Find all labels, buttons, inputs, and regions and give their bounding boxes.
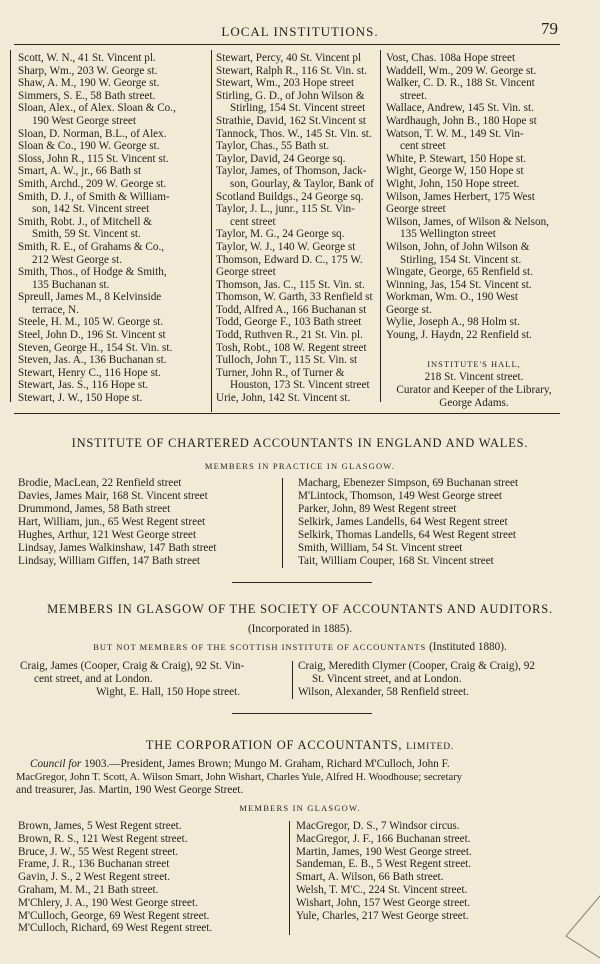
society-left-line-3: Wight, E. Hall, 150 Hope street.: [96, 686, 241, 698]
list-item: Yule, Charles, 217 West George street.: [296, 909, 469, 922]
list-item: M'Culloch, George, 69 West Regent street.: [18, 909, 210, 922]
list-item: Parker, John, 89 West Regent street: [298, 503, 457, 515]
list-item: 212 West George st.: [32, 253, 123, 266]
list-item: Strathie, David, 162 St.Vincent st: [216, 114, 367, 127]
list-item: Smith, William, 54 St. Vincent street: [298, 542, 463, 554]
list-item: Sloan, D. Norman, B.L., of Alex.: [18, 127, 167, 140]
list-item: Taylor, David, 24 George sq.: [216, 152, 346, 165]
list-item: Drummond, James, 58 Bath street: [18, 503, 171, 515]
column-divider-2: [380, 50, 381, 402]
list-item: Wingate, George, 65 Renfield st.: [386, 266, 533, 279]
list-item: Wardhaugh, John B., 180 Hope st: [386, 114, 537, 127]
list-item: Lindsay, James Walkinshaw, 147 Bath street: [18, 542, 217, 554]
list-item: Wylie, Joseph A., 98 Holm st.: [386, 316, 520, 329]
chartered-subtitle: MEMBERS IN PRACTICE IN GLASGOW.: [204, 461, 396, 471]
list-item: Steel, John D., 196 St. Vincent st: [18, 329, 166, 342]
list-item: Wight, John, 150 Hope street.: [386, 177, 520, 190]
list-item: Tulloch, John T., 115 St. Vin. st: [216, 354, 358, 367]
council-text-1: 1903.—President, James Brown; Mungo M. Graham, Richard M'Culloch, John F.: [84, 758, 450, 770]
list-item: Todd, Ruthven R., 21 St. Vin. pl.: [216, 329, 363, 342]
list-item: Brown, R. S., 121 West Regent street.: [18, 832, 188, 845]
list-item: Sloan & Co., 190 W. George st.: [18, 140, 160, 153]
list-item: Sandeman, E. B., 5 West Regent street.: [296, 858, 472, 871]
list-item: cent street: [400, 140, 446, 153]
list-item: Smith, Robt. J., of Mitchell &: [18, 215, 152, 228]
list-item: Simmers, S. E., 58 Bath street.: [18, 89, 156, 102]
list-item: Frame, J. R., 136 Buchanan street: [18, 858, 170, 871]
corporation-title: [0, 738, 600, 753]
list-item: Stewart, Jas. S., 116 Hope st.: [18, 379, 149, 392]
list-item: Sloss, John R., 115 St. Vincent st.: [18, 152, 169, 165]
list-item: Stirling, 154 St. Vincent street: [230, 102, 366, 115]
society-right-line-3: Wilson, Alexander, 58 Renfield street.: [298, 686, 469, 698]
institute-hall-address: 218 St. Vincent street.: [424, 371, 524, 383]
list-item: Smith, 59 St. Vincent st.: [32, 228, 141, 241]
corporation-title-tail: LIMITED.: [406, 742, 455, 752]
list-item: son, Gourlay, & Taylor, Bank of: [230, 177, 374, 190]
chartered-divider: [282, 478, 283, 568]
running-header: LOCAL INSTITUTIONS.: [221, 24, 379, 39]
list-item: MacGregor, D. S., 7 Windsor circus.: [296, 820, 460, 832]
page-fold-decoration: [560, 884, 600, 964]
directory-column-3: [386, 52, 562, 342]
list-item: Turner, John R., of Turner &: [216, 366, 345, 379]
list-item: Stewart, Percy, 40 St. Vincent pl: [216, 52, 362, 64]
list-item: Smith, Archd., 209 W. George st.: [18, 177, 167, 190]
list-item: Smith, Thos., of Hodge & Smith,: [18, 266, 167, 279]
society-right-line-1: Craig, Meredith Clymer (Cooper, Craig & Craig), 92: [298, 660, 535, 672]
list-item: Stirling, G. D., of John Wilson &: [216, 89, 365, 102]
list-item: Stewart, Ralph R., 116 St. Vin. st.: [216, 64, 367, 77]
header-rule: [14, 44, 560, 45]
institute-hall-heading: INSTITUTE'S HALL,: [427, 359, 521, 369]
list-item: Taylor, J. L., junr., 115 St. Vin-: [216, 203, 355, 216]
list-item: Workman, Wm. O., 190 West: [386, 291, 519, 304]
list-item: Walker, C. D. R., 188 St. Vincent: [386, 77, 535, 90]
list-item: Hart, William, jun., 65 West Regent street: [18, 516, 206, 528]
list-item: Sloan, Alex., of Alex. Sloan & Co.,: [18, 102, 176, 115]
chartered-right-list: [298, 477, 564, 568]
society-subtitle: [0, 641, 600, 654]
chartered-title: INSTITUTE OF CHARTERED ACCOUNTANTS IN ENGLAND AND WALES.: [71, 436, 529, 450]
column-divider-1: [211, 50, 212, 412]
list-item: Martin, James, 190 West George street.: [296, 845, 472, 858]
list-item: Tait, William Couper, 168 St. Vincent street: [298, 555, 494, 567]
list-item: Smith, R. E., of Grahams & Co.,: [18, 240, 165, 253]
society-left-line-1: Craig, James (Cooper, Craig & Craig), 92 St. Vin-: [20, 660, 245, 672]
list-item: street.: [400, 89, 428, 102]
left-margin-rule: [10, 50, 11, 402]
list-item: Bruce, J. W., 55 West Regent street.: [18, 845, 179, 858]
list-item: Waddell, Wm., 209 W. George st.: [386, 64, 537, 77]
list-item: M'Culloch, Richard, 69 West Regent street.: [18, 922, 213, 935]
list-item: Thomson, W. Garth, 33 Renfield st: [216, 291, 373, 304]
list-item: Taylor, W. J., 140 W. George st: [216, 240, 356, 253]
corporation-divider: [289, 821, 290, 935]
chartered-left-list: [18, 477, 280, 568]
list-item: Spreull, James M., 8 Kelvinside: [18, 291, 162, 304]
list-item: Thomson, Edward D. C., 175 W.: [216, 253, 363, 266]
list-item: Lindsay, William Giffen, 147 Bath street: [18, 555, 201, 567]
society-left-line-2: cent street, and at London.: [34, 673, 153, 685]
section-rule-1: [14, 413, 560, 414]
list-item: Winning, Jas, 154 St. Vincent st.: [386, 278, 532, 291]
list-item: Macharg, Ebenezer Simpson, 69 Buchanan street: [298, 477, 519, 489]
list-item: Young, J. Haydn, 22 Renfield st.: [386, 329, 532, 342]
list-item: Wight, George W, 150 Hope st: [386, 165, 524, 178]
list-item: Selkirk, Thomas Landells, 64 West Regent street: [298, 529, 517, 541]
list-item: Steven, Jas. A., 136 Buchanan st.: [18, 354, 167, 367]
list-item: Urie, John, 142 St. Vincent st.: [216, 392, 351, 405]
list-item: Wilson, James, of Wilson & Nelson,: [386, 215, 549, 228]
directory-column-1: [18, 52, 208, 405]
corporation-title-main: THE CORPORATION OF ACCOUNTANTS,: [145, 738, 403, 752]
curator-line-2: George Adams.: [439, 397, 509, 409]
list-item: Taylor, M. G., 24 George sq.: [216, 228, 345, 241]
list-item: Welsh, T. M'C., 224 St. Vincent street.: [296, 883, 468, 896]
list-item: Taylor, James, of Thomson, Jack-: [216, 165, 367, 178]
list-item: Taylor, Chas., 55 Bath st.: [216, 140, 330, 153]
council-label: Council for: [30, 758, 82, 770]
list-item: M'Lintock, Thomson, 149 West George street: [298, 490, 503, 502]
list-item: Todd, George F., 103 Bath street: [216, 316, 362, 329]
list-item: Sharp, Wm., 203 W. George st.: [18, 64, 158, 77]
list-item: Scott, W. N., 41 St. Vincent pl.: [18, 52, 156, 64]
society-subtitle-tail: (Instituted 1880).: [429, 641, 507, 653]
list-item: 135 Buchanan st.: [32, 278, 110, 291]
list-item: Houston, 173 St. Vincent street: [230, 379, 370, 392]
list-item: Stewart, J. W., 150 Hope st.: [18, 392, 143, 405]
list-item: George st.: [386, 303, 432, 316]
list-item: Brodie, MacLean, 22 Renfield street: [18, 477, 182, 489]
list-item: Tosh, Robt., 108 W. Regent street: [216, 341, 367, 354]
list-item: Wilson, James Herbert, 175 West: [386, 190, 535, 203]
list-item: Watson, T. W. M., 149 St. Vin-: [386, 127, 524, 140]
corporation-right-list: [296, 820, 556, 922]
directory-column-2: [216, 52, 378, 405]
page-number: 79: [541, 19, 558, 38]
list-item: Gavin, J. S., 2 West Regent street.: [18, 871, 171, 884]
list-item: 135 Wellington street: [400, 228, 496, 241]
short-rule-2: [232, 713, 372, 714]
council-line-2: MacGregor, John T. Scott, A. Wilson Smart, John Wishart, Charles Yule, Alfred H. Woodhouse; secretary: [16, 772, 463, 783]
list-item: Stirling, 154 St. Vincent st.: [400, 253, 522, 266]
list-item: Stewart, Henry C., 116 Hope st.: [18, 366, 161, 379]
list-item: Wilson, John, of John Wilson &: [386, 240, 530, 253]
council-line-3: and treasurer, Jas. Martin, 190 West George Street.: [16, 784, 244, 796]
society-subtitle-main: BUT NOT MEMBERS OF THE SCOTTISH INSTITUTE OF ACCOUNTANTS: [93, 642, 427, 652]
list-item: Smith, D. J., of Smith & William-: [18, 190, 170, 203]
list-item: Smart, A. W., jr., 66 Bath st: [18, 165, 142, 178]
society-incorporated: (Incorporated in 1885).: [247, 623, 353, 635]
list-item: Smart, A. Wilson, 66 Bath street.: [296, 871, 444, 884]
list-item: Davies, James Mair, 168 St. Vincent street: [18, 490, 208, 502]
list-item: cent street: [230, 215, 276, 228]
list-item: 190 West George street: [32, 114, 137, 127]
list-item: Steven, George H., 154 St. Vin. st.: [18, 341, 173, 354]
list-item: Wallace, Andrew, 145 St. Vin. st.: [386, 102, 534, 115]
list-item: Thomson, Jas. C., 115 St. Vin. st.: [216, 278, 365, 291]
list-item: Vost, Chas. 108a Hope street: [386, 52, 516, 64]
corporation-subtitle: MEMBERS IN GLASGOW.: [239, 803, 361, 813]
corporation-left-list: [18, 820, 286, 935]
short-rule-1: [232, 582, 372, 583]
list-item: Selkirk, James Landells, 64 West Regent street: [298, 516, 508, 528]
council-line-1: [30, 758, 450, 771]
list-item: terrace, N.: [32, 303, 79, 316]
society-divider: [292, 661, 293, 699]
list-item: Graham, M. M., 21 Bath street.: [18, 883, 159, 896]
list-item: Hughes, Arthur, 121 West George street: [18, 529, 197, 541]
list-item: Scotland Buildgs., 24 George sq.: [216, 190, 364, 203]
list-item: Tannock, Thos. W., 145 St. Vin. st.: [216, 127, 372, 140]
list-item: Stewart, Wm., 203 Hope street: [216, 77, 355, 90]
list-item: Shaw, A. M., 190 W. George st.: [18, 77, 160, 90]
list-item: MacGregor, J. F., 166 Buchanan street.: [296, 832, 471, 845]
list-item: son, 142 St. Vincent street: [32, 203, 150, 216]
society-right-line-2: St. Vincent street, and at London.: [312, 673, 462, 685]
society-title: MEMBERS IN GLASGOW OF THE SOCIETY OF ACCOUNTANTS AND AUDITORS.: [47, 602, 553, 616]
list-item: George street: [386, 203, 446, 216]
list-item: Wishart, John, 157 West George street.: [296, 896, 471, 909]
list-item: George street: [216, 266, 276, 279]
list-item: Steele, H. M., 105 W. George st.: [18, 316, 164, 329]
curator-line-1: Curator and Keeper of the Library,: [396, 384, 552, 396]
list-item: Brown, James, 5 West Regent street.: [18, 820, 182, 832]
list-item: M'Chlery, J. A., 190 West George street.: [18, 896, 198, 909]
list-item: Todd, Alfred A., 166 Buchanan st: [216, 303, 367, 316]
list-item: White, P. Stewart, 150 Hope st.: [386, 152, 527, 165]
